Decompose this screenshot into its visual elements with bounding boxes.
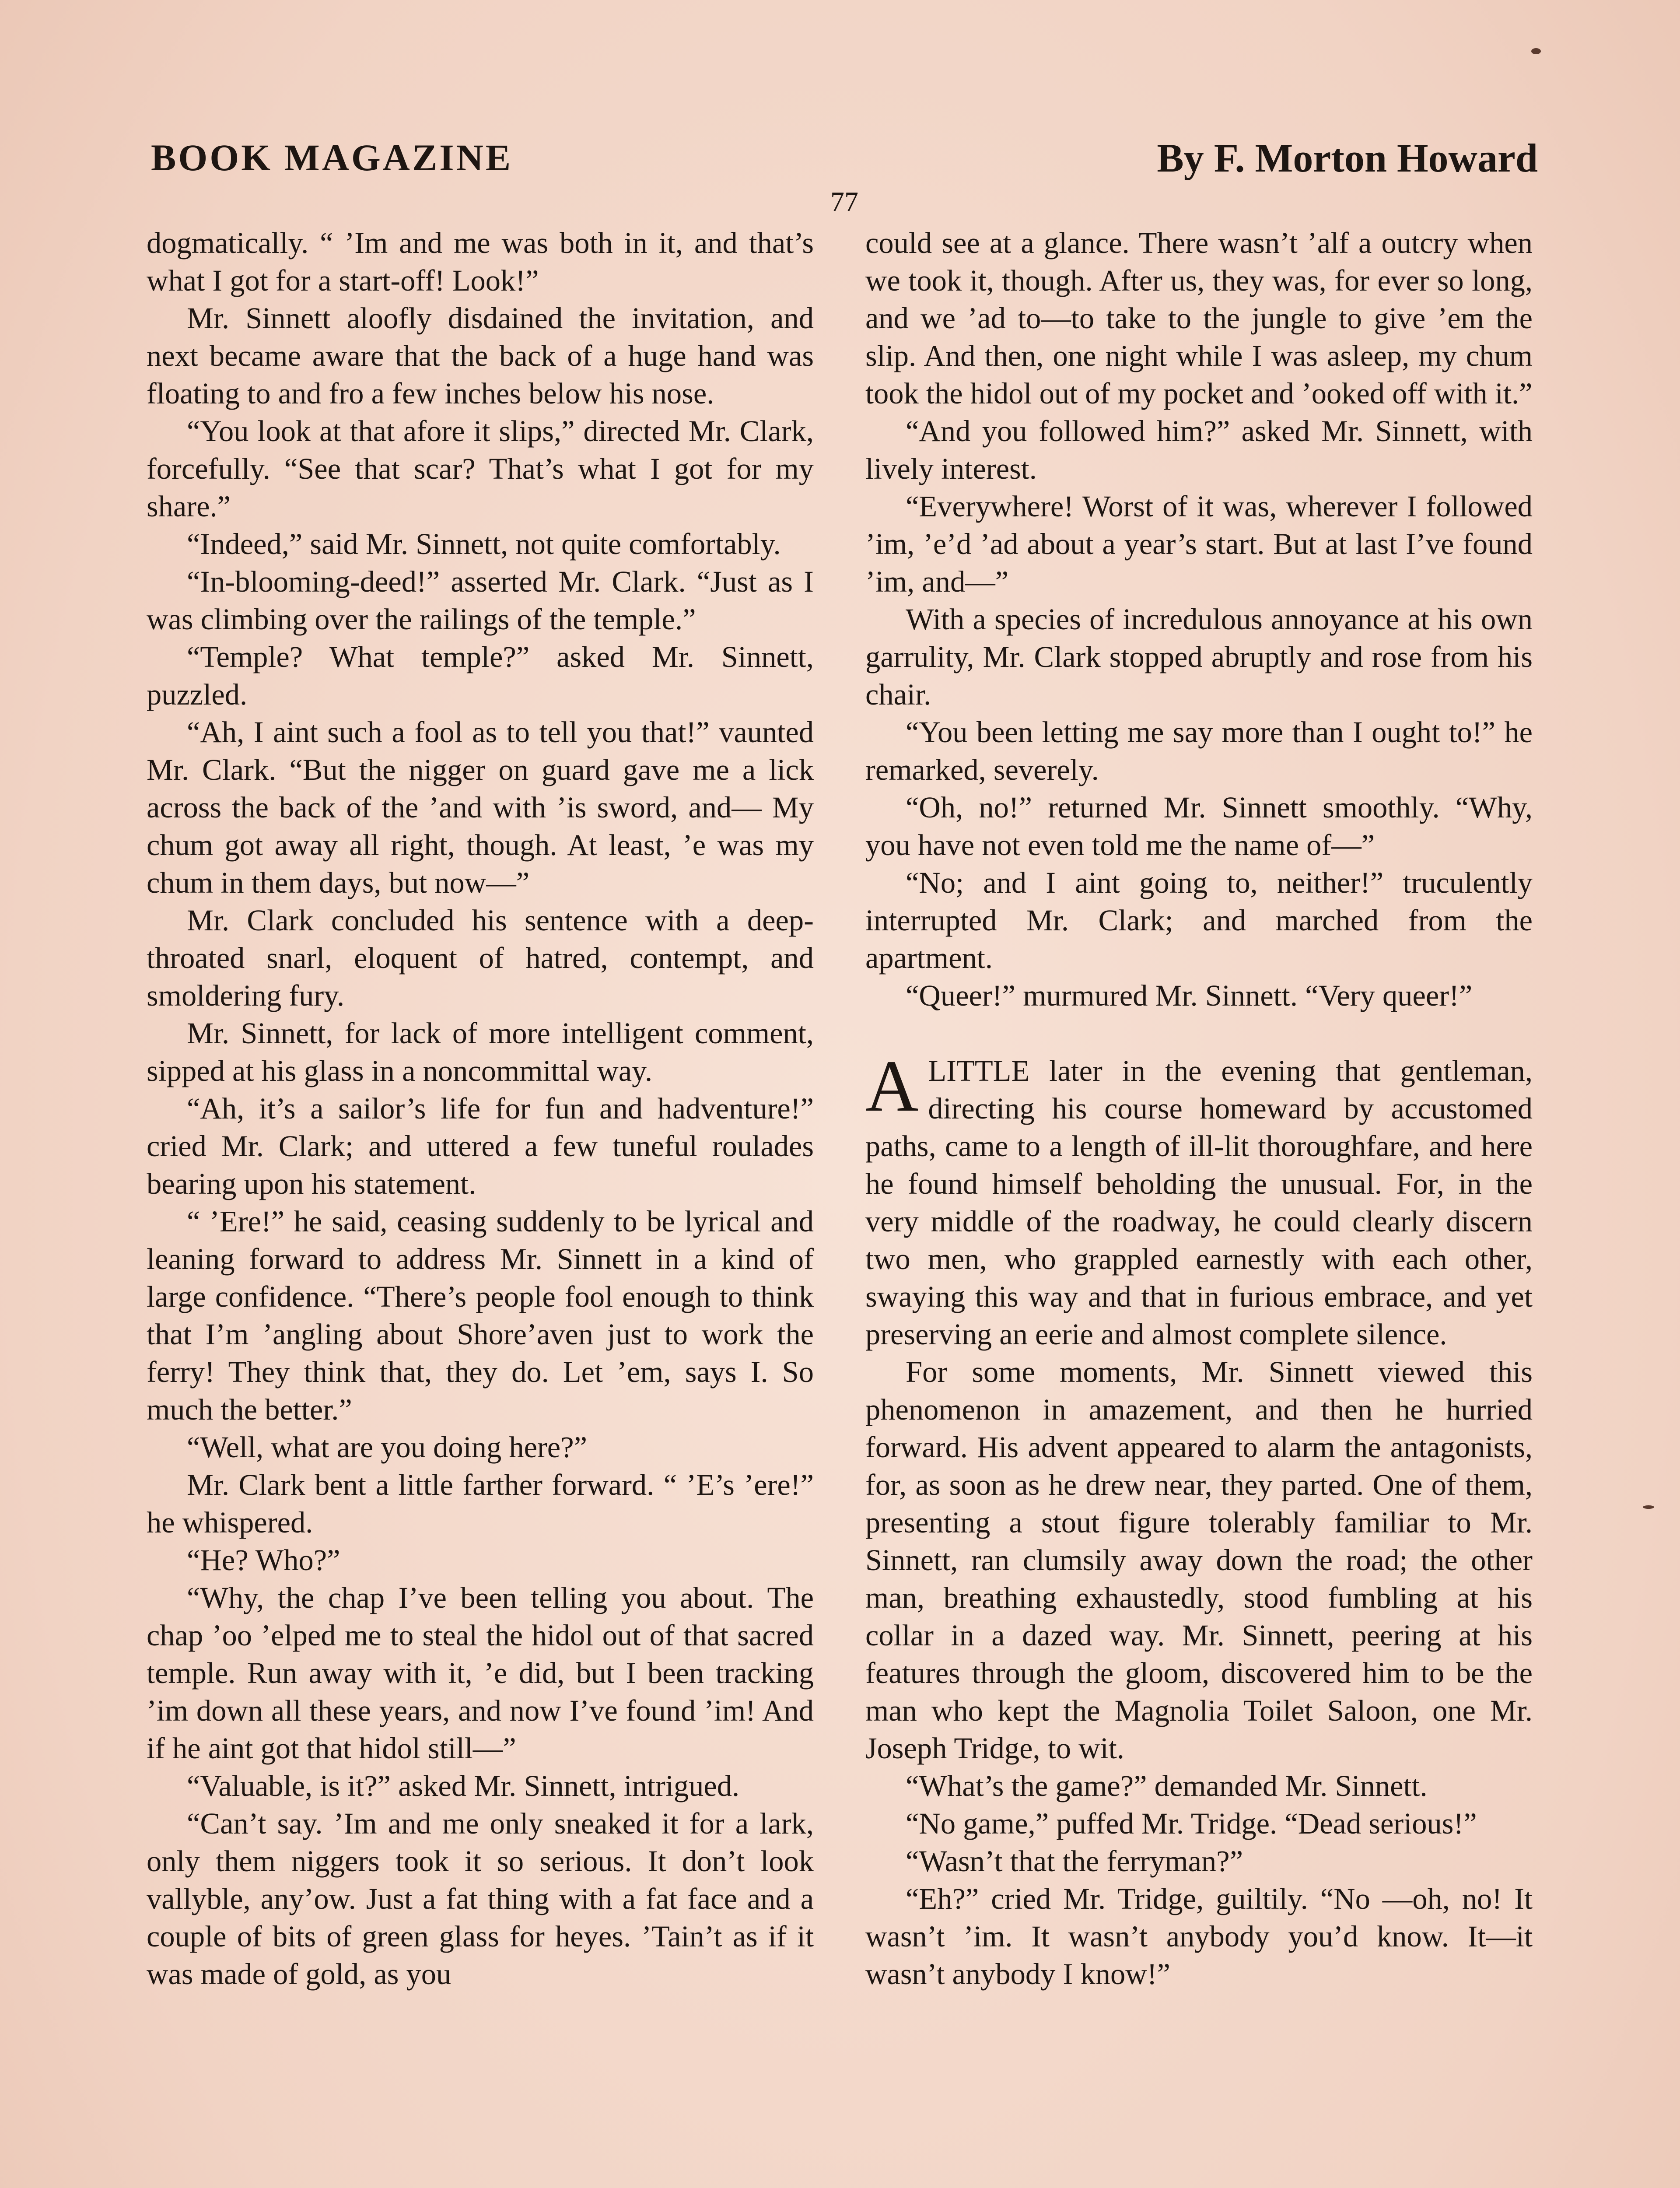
paragraph: Mr. Sinnett aloofly disdained the invitation, and next became aware that the back of a huge hand was floating to and fro a few inches below his nose. [147,302,814,410]
paragraph: “Can’t say. ’Im and me only sneaked it for a lark, only them niggers took it so serious. It don’t look vallyble, any’ow. Just a fat thing with a fat face and a couple of bits of green glass for heyes. ’Tain’t as if it was made of gold, as you [147,1807,814,1991]
paragraph: “ ’Ere!” he said, ceasing suddenly to be lyrical and leaning forward to address Mr. Sinnett in a kind of large confidence. “There’s people fool enough to think that I’m ’angling about Shore’aven just to work the ferry! They think that, they do. Let ’em, says I. So much the better.” [147,1205,814,1426]
paragraph: “No; and I aint going to, neither!” truculently interrupted Mr. Clark; and marched from the apartment. [865,866,1533,975]
paragraph: “You been letting me say more than I ought to!” he remarked, severely. [865,715,1533,786]
paragraph-text: LITTLE later in the evening that gentleman, directing his course homeward by accustomed paths, came to a length of ill-lit thoroughfare, and here he found himself beholding the unusual. For, in the very middle of the roadway, he could clearly discern two men, who grappled earnestly with each other, swaying this way and that in furious embrace, and yet preserving an eerie and almost complete silence. [865,1054,1533,1351]
section-opening-paragraph [865,1045,1533,1353]
paragraph: “Well, what are you doing here?” [187,1431,588,1464]
paragraph: “Wasn’t that the ferryman?” [906,1844,1243,1878]
drop-cap: A [865,1045,919,1127]
author-byline: By F. Morton Howard [1157,136,1538,180]
paragraph: With a species of incredulous annoyance at his own garrulity, Mr. Clark stopped abruptly and rose from his chair. [865,603,1533,711]
right-column [865,224,1533,1993]
paragraph: “And you followed him?” asked Mr. Sinnett, with lively interest. [865,414,1533,485]
paragraph: Mr. Clark bent a little farther forward. “ ’E’s ’ere!” he whispered. [147,1468,814,1539]
paragraph: “Oh, no!” returned Mr. Sinnett smoothly. “Why, you have not even told me the name of—” [865,791,1533,862]
paragraph: “Valuable, is it?” asked Mr. Sinnett, intrigued. [187,1769,740,1802]
paragraph: dogmatically. “ ’Im and me was both in it, and that’s what I got for a start-off! Look!” [147,226,814,297]
paragraph: “Everywhere! Worst of it was, wherever I followed ’im, ’e’d ’ad about a year’s start. But at last I’ve found ’im, and—” [865,490,1533,598]
ink-speck [1531,48,1541,54]
paragraph: “Why, the chap I’ve been telling you about. The chap ’oo ’elped me to steal the hidol out of that sacred temple. Run away with it, ’e did, but I been tracking ’im down all these years, and now I’ve found ’im! And if he aint got that hidol still—” [147,1581,814,1765]
paragraph: could see at a glance. There wasn’t ’alf a outcry when we took it, though. After us, they was, for ever so long, and we ’ad to—to take to the jungle to give ’em the slip. And then, one night while I was asleep, my chum took the hidol out of my pocket and ’ooked off with it.” [865,226,1533,410]
paragraph: “In-blooming-deed!” asserted Mr. Clark. “Just as I was climbing over the railings of the temple.” [147,565,814,636]
magazine-title: BOOK MAGAZINE [151,137,513,179]
paragraph: For some moments, Mr. Sinnett viewed this phenomenon in amazement, and then he hurried forward. His advent appeared to alarm the antagonists, for, as soon as he drew near, they parted. One of them, presenting a stout figure tolerably familiar to Mr. Sinnett, ran clumsily away down the road; the other man, breathing exhaustedly, stood fumbling at his collar in a dazed way. Mr. Sinnett, peering at his features through the gloom, discovered him to be the man who kept the Magnolia Toilet Saloon, one Mr. Joseph Tridge, to wit. [865,1355,1533,1765]
paragraph: “Eh?” cried Mr. Tridge, guiltily. “No —oh, no! It wasn’t ’im. It wasn’t anybody you’d know. It—it wasn’t anybody I know!” [865,1882,1533,1991]
paragraph: “Temple? What temple?” asked Mr. Sinnett, puzzled. [147,640,814,711]
paragraph: Mr. Clark concluded his sentence with a deep-throated snarl, eloquent of hatred, contempt, and smoldering fury. [147,904,814,1012]
paragraph: “No game,” puffed Mr. Tridge. “Dead serious!” [906,1807,1477,1840]
ink-speck [1643,1505,1654,1509]
paragraph: “Ah, it’s a sailor’s life for fun and hadventure!” cried Mr. Clark; and uttered a few tuneful roulades bearing upon his statement. [147,1092,814,1200]
paragraph: “Ah, I aint such a fool as to tell you that!” vaunted Mr. Clark. “But the nigger on guard gave me a lick across the back of the ’and with ’is sword, and— My chum got away all right, though. At least, ’e was my chum in them days, but now—” [147,715,814,899]
left-column [147,224,814,1993]
paragraph: “You look at that afore it slips,” directed Mr. Clark, forcefully. “See that scar? That’s what I got for my share.” [147,414,814,523]
paragraph: “He? Who?” [187,1543,340,1577]
page-number: 77 [830,186,858,217]
paragraph: “What’s the game?” demanded Mr. Sinnett. [906,1769,1428,1802]
paragraph: “Indeed,” said Mr. Sinnett, not quite comfortably. [187,527,781,561]
paragraph: Mr. Sinnett, for lack of more intelligent comment, sipped at his glass in a noncommittal way. [147,1017,814,1087]
paragraph: “Queer!” murmured Mr. Sinnett. “Very queer!” [906,979,1473,1012]
